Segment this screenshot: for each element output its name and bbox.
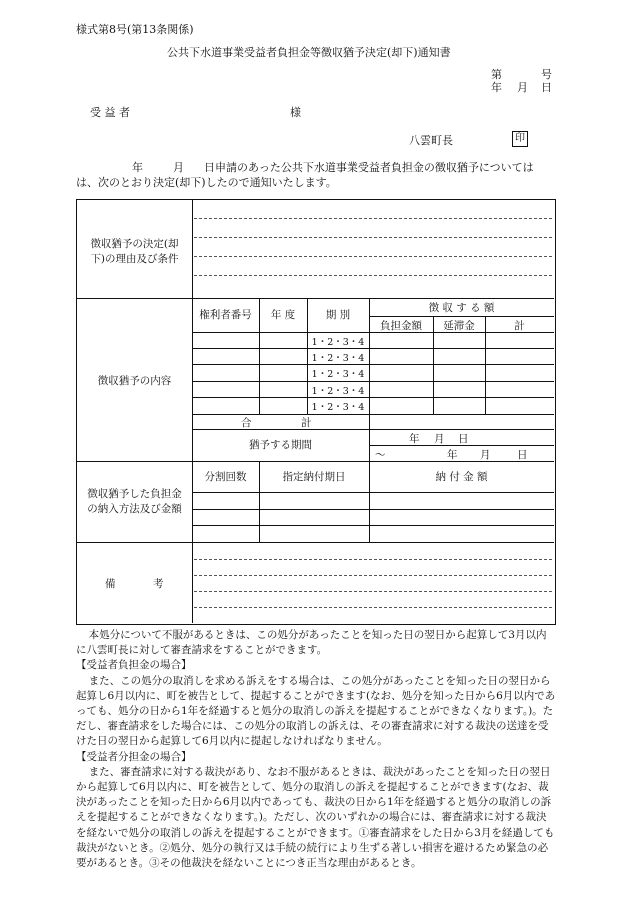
deferral-period-label: 猶予する期間 xyxy=(249,439,312,451)
deferral-from-hi: 日 xyxy=(458,433,469,445)
doc-no-go: 号 xyxy=(541,68,552,81)
recipient-label: 受 益 者 xyxy=(90,106,130,119)
issuer-name: 八雲町長 xyxy=(409,134,453,147)
header-late-fee: 延滞金 xyxy=(443,320,475,332)
deferral-tilde: ～ xyxy=(375,449,386,461)
date-tsuki: 月 xyxy=(517,81,528,94)
header-due-date: 指定納付期日 xyxy=(282,471,346,483)
remarks-label-b: 考 xyxy=(153,578,164,590)
header-payment-amount: 納 付 金 額 xyxy=(435,471,488,483)
header-period: 期 別 xyxy=(325,309,351,321)
reason-label-line2: 下)の理由及び条件 xyxy=(90,253,179,265)
deferral-to-tsuki: 月 xyxy=(480,449,491,461)
period-option-row: 1・2・3・4 xyxy=(311,337,365,348)
period-option-row: 1・2・3・4 xyxy=(311,353,365,364)
period-option-row: 1・2・3・4 xyxy=(311,402,365,413)
deferral-from-nen: 年 xyxy=(409,433,420,445)
date-hi: 日 xyxy=(541,81,552,94)
remarks-label-a: 備 xyxy=(105,578,116,590)
notes-paragraph-2: また、この処分の取消しを求める訴えをする場合は、この処分があったことを知った日の翌日から起算し6月以内に、町を被告として、提起することができます(なお、処分を知った日から6月以内であっても、処分の日から1年を経過すると処分の取消しの訴えを提起することができなくなります。)。ただし、審査請求をした場合には、この処分の取消しの訴えは、その審査請求に対する裁決の送達を受けた日の翌日から起算して6月以内に提起しなければなりません。 xyxy=(76,674,556,748)
header-installments: 分割回数 xyxy=(204,471,247,483)
sum-label-a: 合 xyxy=(241,417,252,429)
intro-text-2: は、次のとおり決定(却下)したので通知いたします。 xyxy=(76,176,337,189)
header-year: 年 度 xyxy=(270,309,296,321)
deferral-to-hi: 日 xyxy=(517,449,528,461)
deferral-from-tsuki: 月 xyxy=(434,433,445,445)
recipient-sama: 様 xyxy=(290,106,301,119)
payment-label-line2: の納入方法及び金額 xyxy=(87,503,182,515)
period-option-row: 1・2・3・4 xyxy=(311,369,365,380)
intro-tsuki: 月 xyxy=(173,161,184,174)
form-number: 様式第8号(第13条関係) xyxy=(76,23,194,36)
appeal-notes xyxy=(76,628,556,871)
deferral-table xyxy=(76,199,556,625)
reason-label-line1: 徴収猶予の決定(却 xyxy=(90,238,179,250)
document-title: 公共下水道事業受益者負担金等徴収猶予決定(却下)通知書 xyxy=(167,46,451,59)
sum-label-b: 計 xyxy=(301,417,312,429)
doc-no-dai: 第 xyxy=(491,68,502,81)
header-holder-no: 権利者番号 xyxy=(199,309,252,321)
notes-heading-burden: 【受益者負担金の場合】 xyxy=(76,659,192,672)
intro-text-1: 日申請のあった公共下水道事業受益者負担金の徴収猶予については xyxy=(204,161,534,174)
intro-nen: 年 xyxy=(132,161,143,174)
period-option-row: 1・2・3・4 xyxy=(311,386,365,397)
notes-paragraph-3: また、審査請求に対する裁決があり、なお不服があるときは、裁決があったことを知った日の翌日から起算して6月以内に、町を被告として、処分の取消しの訴えを提起することができます(なお、裁決があったことを知った日から6月以内であっても、裁決の日から1年を経過すると処分の取消しの訴えを提起することができなくなります。)。ただし、次のいずれかの場合には、審査請求に対する裁決を経ないで処分の取消しの訴えを提起することができます。①審査請求をした日から3月を経過しても裁決がないとき。②処分、処分の執行又は手続の続行により生ずる著しい損害を避けるため緊急の必要があるとき。③その他裁決を経ないことにつき正当な理由があるとき。 xyxy=(76,765,555,870)
header-total: 計 xyxy=(514,320,525,332)
deferral-to-nen: 年 xyxy=(447,449,458,461)
header-amount-group: 徴 収 す る 額 xyxy=(428,302,495,314)
payment-label-line1: 徴収猶予した負担金 xyxy=(87,488,182,500)
notes-heading-share: 【受益者分担金の場合】 xyxy=(76,750,192,763)
notes-paragraph-1: 本処分について不服があるときは、この処分があったことを知った日の翌日から起算して3月以内に八雲町長に対して審査請求をすることができます。 xyxy=(76,629,547,657)
date-nen: 年 xyxy=(491,81,502,94)
header-burden: 負担金額 xyxy=(380,320,422,332)
content-label: 徴収猶予の内容 xyxy=(97,375,172,387)
seal-mark: 印 xyxy=(512,131,528,147)
